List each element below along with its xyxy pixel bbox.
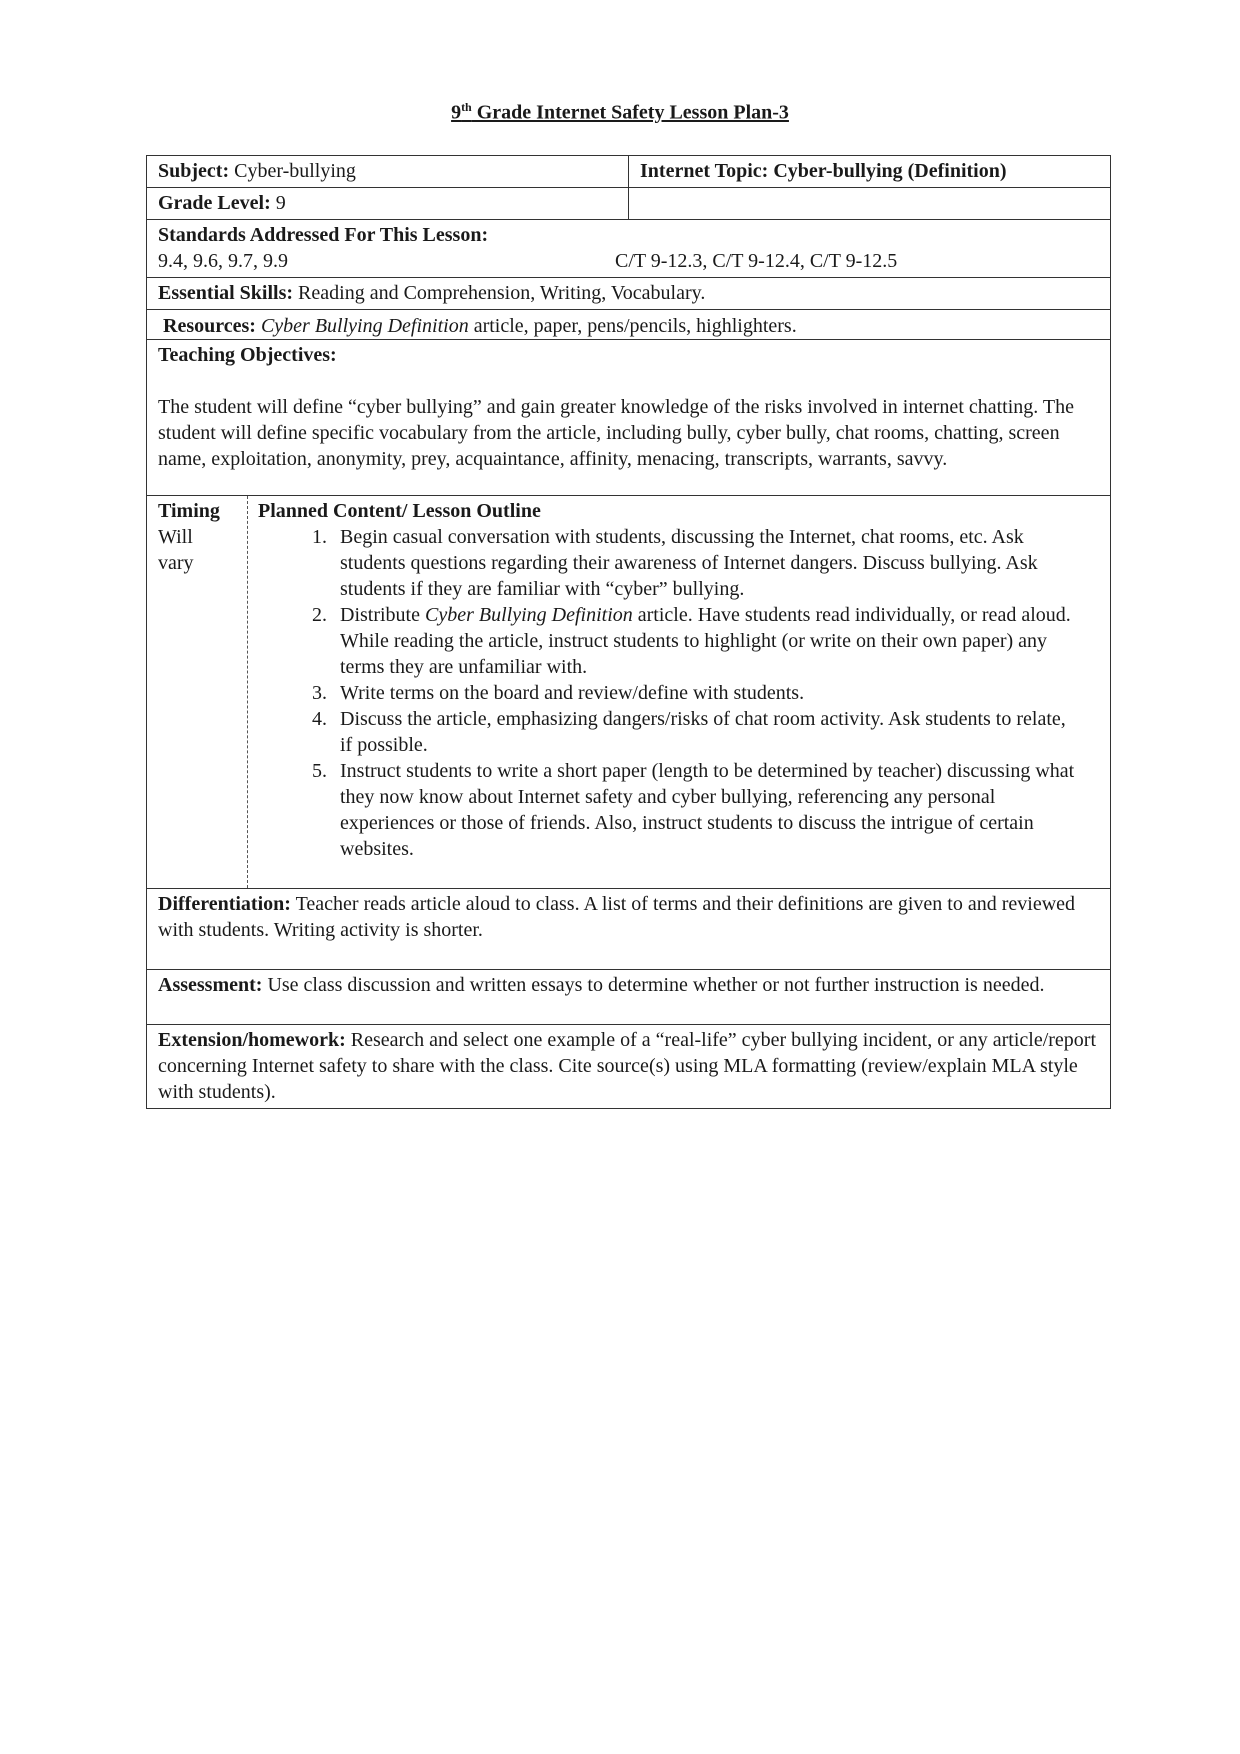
timing-column [147, 496, 248, 888]
outline-step-3: 3. Write terms on the board and review/define with students. [332, 680, 1080, 706]
step-2-post: article. Have students read individually, or read aloud. While reading the article, instruct students to highlight (or write on their own paper) any terms they are unfamiliar with. [340, 604, 1071, 678]
extension-label: Extension/homework: [158, 1029, 346, 1051]
objectives-cell [147, 340, 1111, 496]
empty-cell [629, 188, 1111, 220]
title-superscript: th [461, 100, 472, 114]
subject-label: Subject: [158, 160, 230, 182]
subject-row [147, 156, 1111, 188]
objectives-row [147, 340, 1111, 496]
step-2-italic: Cyber Bullying Definition [425, 604, 633, 626]
title-text: Grade Internet Safety Lesson Plan-3 [471, 101, 789, 124]
objectives-label: Teaching Objectives: [158, 344, 337, 366]
resources-row [147, 310, 1111, 340]
outline-step-2 [332, 602, 1080, 680]
outline-wrap [147, 496, 1110, 888]
title-grade: 9 [451, 101, 462, 124]
timing-line-1: Will [158, 526, 193, 548]
outline-label: Planned Content/ Lesson Outline [258, 500, 541, 522]
lesson-plan-table [146, 155, 1111, 1109]
standards-right: C/T 9-12.3, C/T 9-12.4, C/T 9-12.5 [615, 250, 898, 272]
grade-level-label: Grade Level: [158, 192, 271, 214]
timing-line-2: vary [158, 552, 194, 574]
standards-codes [158, 248, 1100, 274]
differentiation-row [147, 889, 1111, 970]
outline-cell [147, 496, 1111, 889]
outline-row [147, 496, 1111, 889]
differentiation-label: Differentiation: [158, 893, 291, 915]
assessment-row [147, 970, 1111, 1025]
resources-rest: article, paper, pens/pencils, highlighters. [468, 315, 797, 337]
essential-skills-label: Essential Skills: [158, 282, 294, 304]
step-2-pre: Distribute [340, 604, 425, 626]
grade-level-value: 9 [270, 192, 286, 214]
internet-topic-cell: Internet Topic: Cyber-bullying (Definition) [629, 156, 1111, 188]
extension-cell [147, 1025, 1111, 1109]
essential-skills-value: Reading and Comprehension, Writing, Vocabulary. [293, 282, 706, 304]
essential-skills-cell [147, 278, 1111, 310]
objectives-text: The student will define “cyber bullying” and gain greater knowledge of the risks involved in internet chatting. The student will define specific vocabulary from the article, including bully, cyber bully, chat rooms, chatting, screen name, exploitation, anonymity, prey, acquaintance, affinity, menacing, transcripts, warrants, savvy. [158, 396, 1075, 470]
outline-step-4: 4. Discuss the article, emphasizing dangers/risks of chat room activity. Ask students to relate, if possible. [332, 706, 1080, 758]
subject-value: Cyber-bullying [229, 160, 356, 182]
standards-cell [147, 220, 1111, 278]
resources-italic: Cyber Bullying Definition [260, 315, 469, 337]
resources-cell [147, 310, 1111, 340]
extension-text: Research and select one example of a “real-life” cyber bullying incident, or any article/report concerning Internet safety to share with the class. Cite source(s) using MLA formatting (review/explain MLA style with students). [158, 1029, 1097, 1103]
outline-list [258, 524, 1080, 862]
outline-step-5: 5. Instruct students to write a short paper (length to be determined by teacher) discussing what they now know about Internet safety and cyber bullying, referencing any personal experiences or those of friends. Also, instruct students to discuss the intrigue of certain websites. [332, 758, 1080, 862]
assessment-text: Use class discussion and written essays to determine whether or not further instruction is needed. [262, 974, 1045, 996]
standards-left: 9.4, 9.6, 9.7, 9.9 [158, 250, 288, 272]
resources-label: Resources: [163, 315, 256, 337]
grade-level-row [147, 188, 1111, 220]
differentiation-text: Teacher reads article aloud to class. A list of terms and their definitions are given to and reviewed with students. Writing activity is shorter. [158, 893, 1076, 941]
outline-step-1: 1. Begin casual conversation with students, discussing the Internet, chat rooms, etc. Ask students questions regarding their awareness of Internet dangers. Discuss bullying. Ask students if they are familiar with “cyber” bullying. [332, 524, 1080, 602]
grade-level-cell [147, 188, 629, 220]
standards-row [147, 220, 1111, 278]
content-column [248, 496, 1110, 888]
page-title [0, 100, 1240, 125]
subject-cell [147, 156, 629, 188]
timing-label: Timing [158, 500, 220, 522]
assessment-cell [147, 970, 1111, 1025]
assessment-label: Assessment: [158, 974, 263, 996]
essential-skills-row [147, 278, 1111, 310]
extension-row [147, 1025, 1111, 1109]
differentiation-cell [147, 889, 1111, 970]
standards-label: Standards Addressed For This Lesson: [158, 224, 489, 246]
